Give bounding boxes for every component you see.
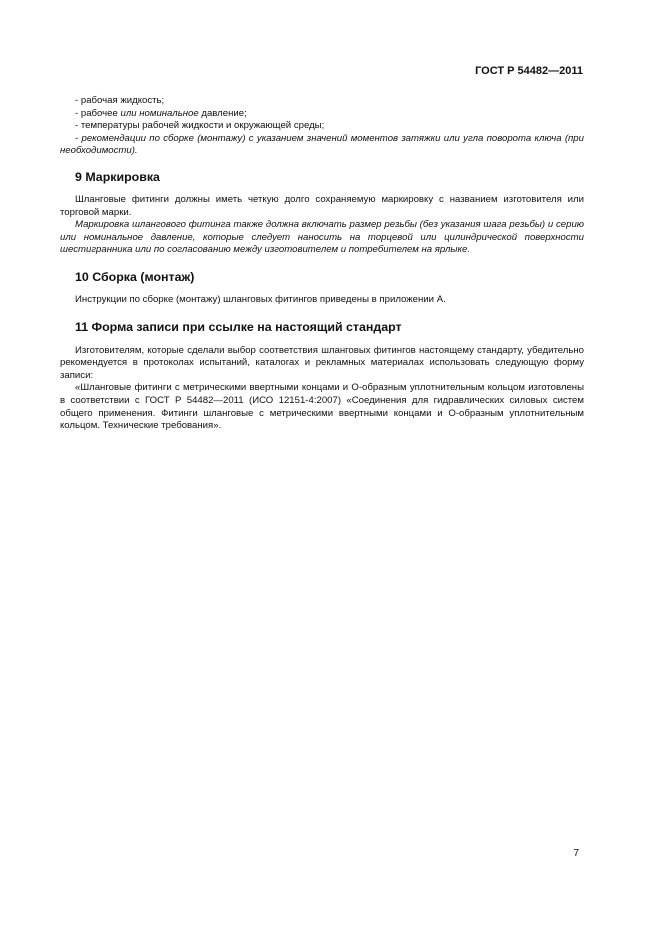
paragraph: «Шланговые фитинги с метрическими ввертными концами и О-образным уплотнительным кольцом изготовлены в соответствии с ГОСТ Р 54482—2011 (ИСО 12151-4:2007) «Соединения для гидравлических силовых систем общего применения. Фитинги шланговые с метрическими ввертными концами и О-образным уплотнительным кольцом. Технические требования». [60, 382, 584, 432]
list-item-emphasis: или номинальное [120, 107, 199, 119]
paragraph: Инструкции по сборке (монтажу) шланговых фитингов приведены в приложении А. [75, 293, 446, 305]
list-item-text: давление; [198, 107, 247, 119]
paragraph: Маркировка шлангового фитинга также должна включать размер резьбы (без указания шага резьбы) и серию или номинальное давление, которые следует наносить на торцевой или цилиндрической поверхности шестигранника или по согласованию между изготовителем и потребителем на ярлыке. [60, 219, 584, 256]
list-item: - рабочая жидкость; [75, 95, 165, 106]
list-item-emphasis: рекомендации по сборке (монтажу) с указанием значений моментов затяжки или угла поворота ключа (при необходимости). [60, 132, 584, 157]
document-code: ГОСТ Р 54482—2011 [475, 65, 583, 77]
section-heading: 9 Маркировка [75, 169, 160, 184]
list-item [60, 133, 584, 158]
page-number: 7 [573, 848, 579, 859]
list-item: - температуры рабочей жидкости и окружающей среды; [75, 120, 325, 132]
page-content [60, 95, 584, 433]
list-item-text: - рабочее [75, 107, 121, 119]
paragraph: Шланговые фитинги должны иметь четкую долго сохраняемую маркировку с названием изготовителя или торговой марки. [60, 193, 584, 218]
section-heading: 10 Сборка (монтаж) [75, 269, 195, 284]
section-heading: 11 Форма записи при ссылке на настоящий стандарт [75, 319, 402, 334]
list-item-text: - [75, 132, 82, 144]
paragraph: Изготовителям, которые сделали выбор соответствия шланговых фитингов настоящему стандарту, убедительно рекомендуется в протоколах испытаний, каталогах и рекламных материалах использовать следующую форму записи: [60, 344, 584, 381]
list-item [60, 108, 584, 121]
